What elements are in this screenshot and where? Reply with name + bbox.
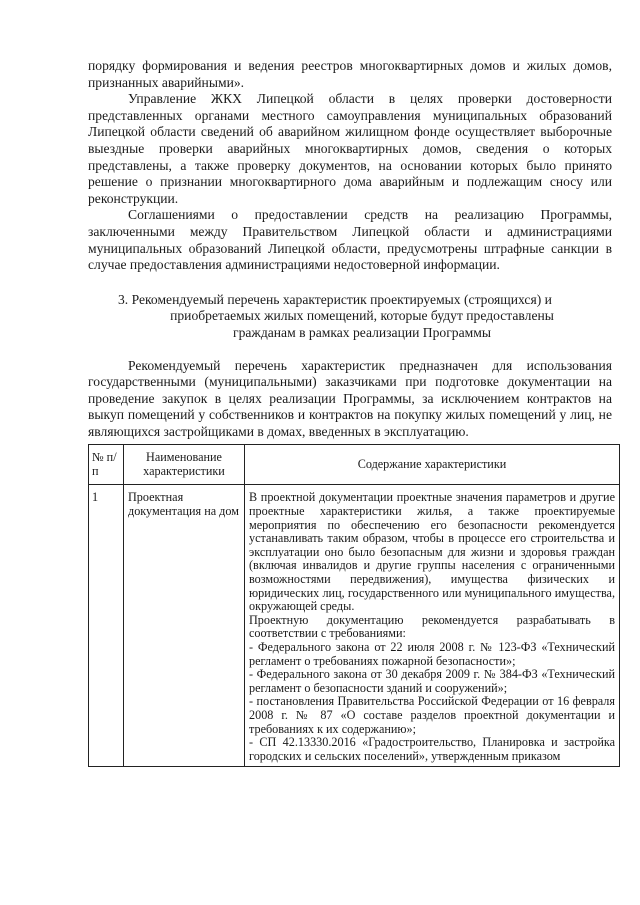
content-line: - Федерального закона от 30 декабря 2009 г. № 384-ФЗ «Технический регламент о безопасности зданий и сооружений»; bbox=[249, 667, 615, 695]
header-name: Наименование характеристики bbox=[124, 445, 245, 485]
header-num: № п/п bbox=[89, 445, 124, 485]
paragraph-inspection: Управление ЖКХ Липецкой области в целях проверки достоверности представленных органами местного самоуправления муниципальных образований Липецкой области сведений об аварийном жилищном фонде осуществляет выборочные выездные проверки аварийных многоквартирных домов, сведения о которых представлены, а также проверку документов, на основании которых было принято решение о признании многоквартирного дома аварийным и подлежащим сносу или реконструкции. bbox=[88, 91, 612, 206]
content-line: - СП 42.13330.2016 «Градостроительство, Планировка и застройка городских и сельских поселений», утвержденным приказом bbox=[249, 735, 615, 763]
cell-num: 1 bbox=[89, 485, 124, 767]
section-heading-line-1: 3. Рекомендуемый перечень характеристик проектируемых (строящихся) и bbox=[118, 291, 552, 307]
table-header-row bbox=[89, 445, 620, 485]
header-content: Содержание характеристики bbox=[245, 445, 620, 485]
content-line: - Федерального закона от 22 июля 2008 г. № 123-ФЗ «Технический регламент о требованиях пожарной безопасности»; bbox=[249, 640, 615, 668]
paragraph-agreements: Соглашениями о предоставлении средств на реализацию Программы, заключенными между Правительством Липецкой области и администрациями муниципальных образований Липецкой области, предусмотрены штрафные санкции в случае предоставления администрациями недостоверной информации. bbox=[88, 207, 612, 273]
content-line: Проектную документацию рекомендуется разрабатывать в соответствии с требованиями: bbox=[249, 612, 615, 641]
paragraph-purpose: Рекомендуемый перечень характеристик предназначен для использования государственными (муниципальными) заказчиками при подготовке документации на проведение закупок в целях реализации Программы, за исключением контрактов на выкуп помещений у собственников и контрактов на покупку жилых помещений у лиц, не являющихся застройщиками в домах, введенных в эксплуатацию. bbox=[88, 357, 612, 439]
content-line: В проектной документации проектные значения параметров и другие проектные характеристики жилья, а также проектируемые мероприятия по обеспечению его безопасности рекомендуется устанавливать таким образом, чтобы в процессе его строительства и эксплуатации оно было безопасным для жизни и здоровья граждан (включая инвалидов и другие группы населения с ограниченными возможностями передвижения), имущества физических и юридических лиц, государственного или муниципального имущества, окружающей среды. bbox=[249, 490, 615, 614]
section-heading-line-3: гражданам в рамках реализации Программы bbox=[233, 324, 491, 340]
table-row bbox=[89, 485, 620, 767]
content-line: - постановления Правительства Российской Федерации от 16 февраля 2008 г. № 87 «О составе разделов проектной документации и требованиях к их содержанию»; bbox=[249, 694, 615, 736]
section-heading-line-2: приобретаемых жилых помещений, которые будут предоставлены bbox=[170, 308, 554, 324]
cell-name: Проектная документация на дом bbox=[124, 485, 245, 767]
paragraph-continuation: порядку формирования и ведения реестров многоквартирных домов и жилых домов, признанных аварийными». bbox=[88, 58, 612, 90]
section-heading bbox=[88, 292, 612, 342]
characteristics-table bbox=[88, 444, 620, 767]
cell-content bbox=[245, 485, 620, 767]
